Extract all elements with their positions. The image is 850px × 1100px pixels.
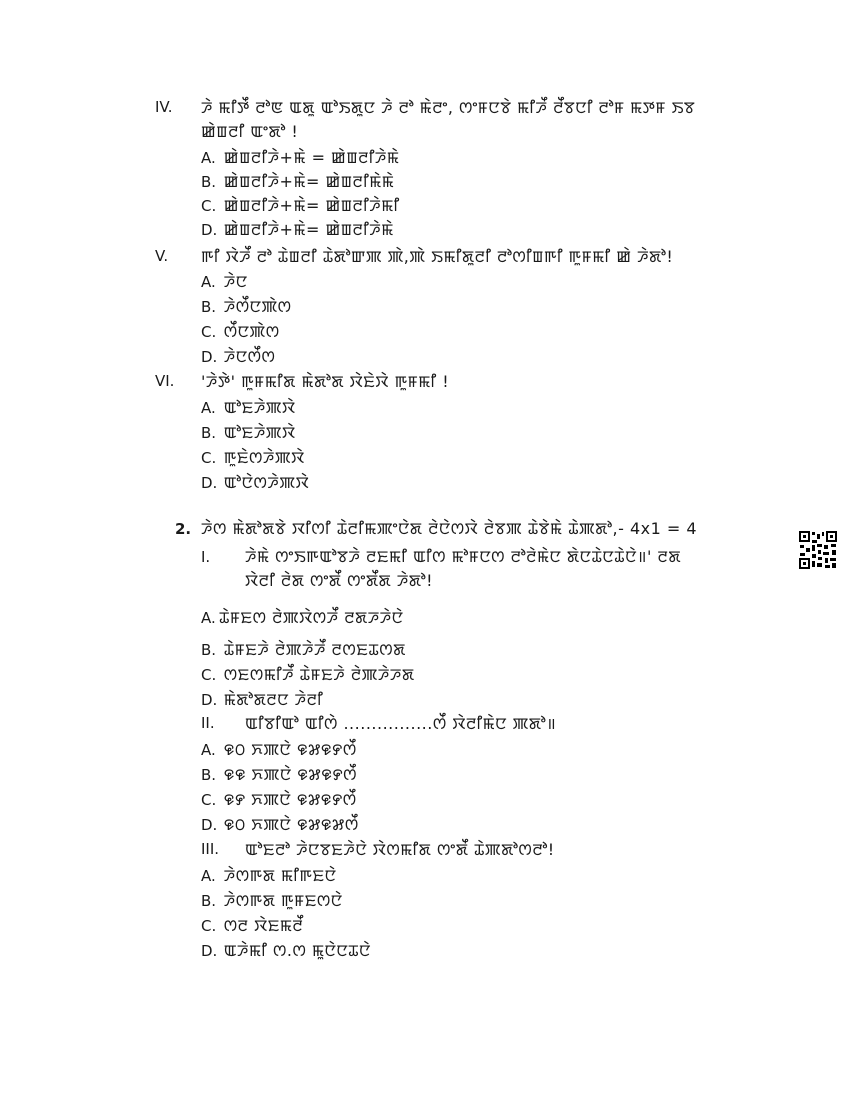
qr-code-icon [798,530,838,570]
option-b: B. ꯶꯶ ꯈꯄꯅꯥ ꯶꯷꯶꯸ꯁꯩ [201,765,358,784]
option-c: C. ꯶꯸ ꯈꯄꯅꯥ ꯶꯷꯶꯸ꯁꯩ [201,790,357,809]
section-title: ꯍꯥꯁ ꯃꯥꯗꯣꯗꯕꯥ ꯋꯤꯁꯤ ꯊꯥꯂꯤꯃꯄꯦꯅꯥꯗ ꯂꯥꯅꯥꯁꯋꯥ ꯂꯥꯕꯄ ꯊꯥꯕꯥꯃꯥ ꯊꯥꯄꯗꯣ,- 4x1 = 4 [201,519,698,538]
subquestion-number: II. [201,714,215,732]
option-c: C. ꯀꯥꯡꯂꯤꯍꯥ+ꯃꯥ= ꯀꯥꯡꯂꯤꯍꯥꯃꯤ [201,196,400,215]
option-a: A. ꯍꯥꯅ [201,272,248,291]
question-stem: 'ꯍꯥꯇꯥ' ꯒꯨꯝꯃꯤꯗ ꯃꯥꯗꯣꯗ ꯋꯥꯐꯥꯋꯥ ꯒꯨꯝꯃꯤ ! [201,372,450,391]
option-b: B. ꯊꯥꯝꯐꯍꯥ ꯂꯥꯄꯍꯥꯍꯩ ꯂꯁꯐꯊꯁꯗ [201,640,406,659]
question-stem: ꯍꯥ ꯃꯤꯇꯩ ꯂꯣꯟ ꯑꯗꯨ ꯑꯣꯏꯗꯨꯅ ꯍꯥ ꯂꯣ ꯃꯥꯂꯦ, ꯁꯦꯝꯅꯕꯥ ꯃꯤꯍꯩ ꯂꯩꯕꯅꯤ ꯂꯣꯝ ꯃꯇꯝ ꯏꯕ ꯀꯥꯡꯂꯤ ꯑꯦꯗꯣ ! [201,98,696,141]
subquestion-number: I. [201,548,211,566]
option-a: A. ꯶꯰ ꯈꯄꯅꯥ ꯶꯷꯶꯸ꯁꯩ [201,740,357,759]
option-d: D. ꯑꯣꯅꯥꯁꯍꯥꯄꯋꯥ [201,473,310,492]
option-c: C. ꯁꯂ ꯋꯥꯐꯃꯂꯩ [201,916,304,935]
option-d: D. ꯀꯥꯡꯂꯤꯍꯥ+ꯃꯥ= ꯀꯥꯡꯂꯤꯍꯥꯃꯥ [201,220,394,239]
section-number: 2. [175,520,192,538]
question-number: VI. [155,372,175,390]
question-number: IV. [155,98,173,116]
option-a: A. ꯀꯥꯡꯂꯤꯍꯥ+ꯃꯥ = ꯀꯥꯡꯂꯤꯍꯥꯃꯥ [201,148,400,167]
option-b: B. ꯑꯣꯐꯍꯥꯄꯋꯥ [201,423,296,442]
option-c: C. ꯁꯩꯅꯄꯥꯁ [201,322,280,341]
option-a: A. ꯊꯥꯝꯐꯁ ꯂꯥꯄꯋꯥꯁꯍꯩ ꯂꯗꯍꯍꯥꯅꯥ [201,608,404,627]
subquestion-stem: ꯑꯣꯐꯂꯣ ꯍꯥꯅꯕꯐꯍꯥꯅꯥ ꯋꯥꯁꯃꯤꯗ ꯁꯦꯗꯩ ꯊꯥꯄꯗꯣꯁꯂꯣ! [245,840,555,859]
option-c: C. ꯒꯨꯐꯥꯁꯍꯥꯄꯋꯥ [201,448,305,467]
option-d: D. ꯃꯥꯗꯣꯗꯂꯅ ꯍꯥꯂꯤ [201,690,324,709]
subquestion-number: III. [201,840,220,858]
option-c: C. ꯁꯐꯁꯃꯤꯍꯩ ꯊꯥꯝꯐꯍꯥ ꯂꯥꯄꯍꯥꯍꯗ [201,665,415,684]
option-a: A. ꯑꯣꯐꯍꯥꯄꯋꯥ [201,398,296,417]
option-b: B. ꯍꯥꯁꯒꯗ ꯒꯨꯝꯐꯁꯅꯥ [201,891,343,910]
option-b: B. ꯍꯥꯁꯩꯅꯄꯥꯁ [201,297,292,316]
question-stem: ꯒꯤ ꯋꯥꯍꯩ ꯂꯣ ꯊꯥꯡꯂꯤ ꯊꯥꯗꯣꯛꯄ ꯄꯥ,ꯄꯥ ꯏꯃꯤꯗꯨꯂꯤ ꯂꯣꯁꯤꯡꯒꯤ ꯒꯨꯝꯃꯤ ꯀꯥ ꯍꯥꯗꯣ! [201,247,674,266]
option-d: D. ꯍꯥꯅꯁꯩꯁ [201,347,276,366]
option-d: D. ꯶꯰ ꯈꯄꯅꯥ ꯶꯷꯶꯷ꯁꯩ [201,815,359,834]
subquestion-stem: ꯑꯤꯕꯤꯑꯣ ꯑꯤꯁꯥ ................ꯁꯩ ꯋꯥꯂꯤꯃꯥꯅ ꯄꯗꯣ॥ [245,714,557,733]
option-b: B. ꯀꯥꯡꯂꯤꯍꯥ+ꯃꯥ= ꯀꯥꯡꯂꯤꯃꯥꯃꯥ [201,172,395,191]
option-a: A. ꯍꯥꯁꯒꯗ ꯃꯤꯒꯐꯅꯥ [201,866,337,885]
option-d: D. ꯑꯍꯥꯃꯤ ꯁ.ꯁ ꯃꯨꯅꯥꯅꯊꯅꯥ [201,941,371,960]
subquestion-stem: ꯍꯥꯃꯥ ꯁꯦꯏꯒꯑꯣꯕꯍꯥ ꯂꯐꯃꯤ ꯑꯤꯁ ꯃꯣꯝꯅꯁ ꯂꯣꯂꯥꯃꯥꯅ ꯗꯥꯅꯊꯥꯅꯊꯥꯅꯥ॥' ꯂꯗ ꯋꯥꯂꯤ ꯂꯥꯗ ꯁꯦꯗꯩ ꯁꯦꯗꯩꯗ ꯍꯥꯗꯣ! [245,547,682,590]
question-number: V. [155,247,169,265]
